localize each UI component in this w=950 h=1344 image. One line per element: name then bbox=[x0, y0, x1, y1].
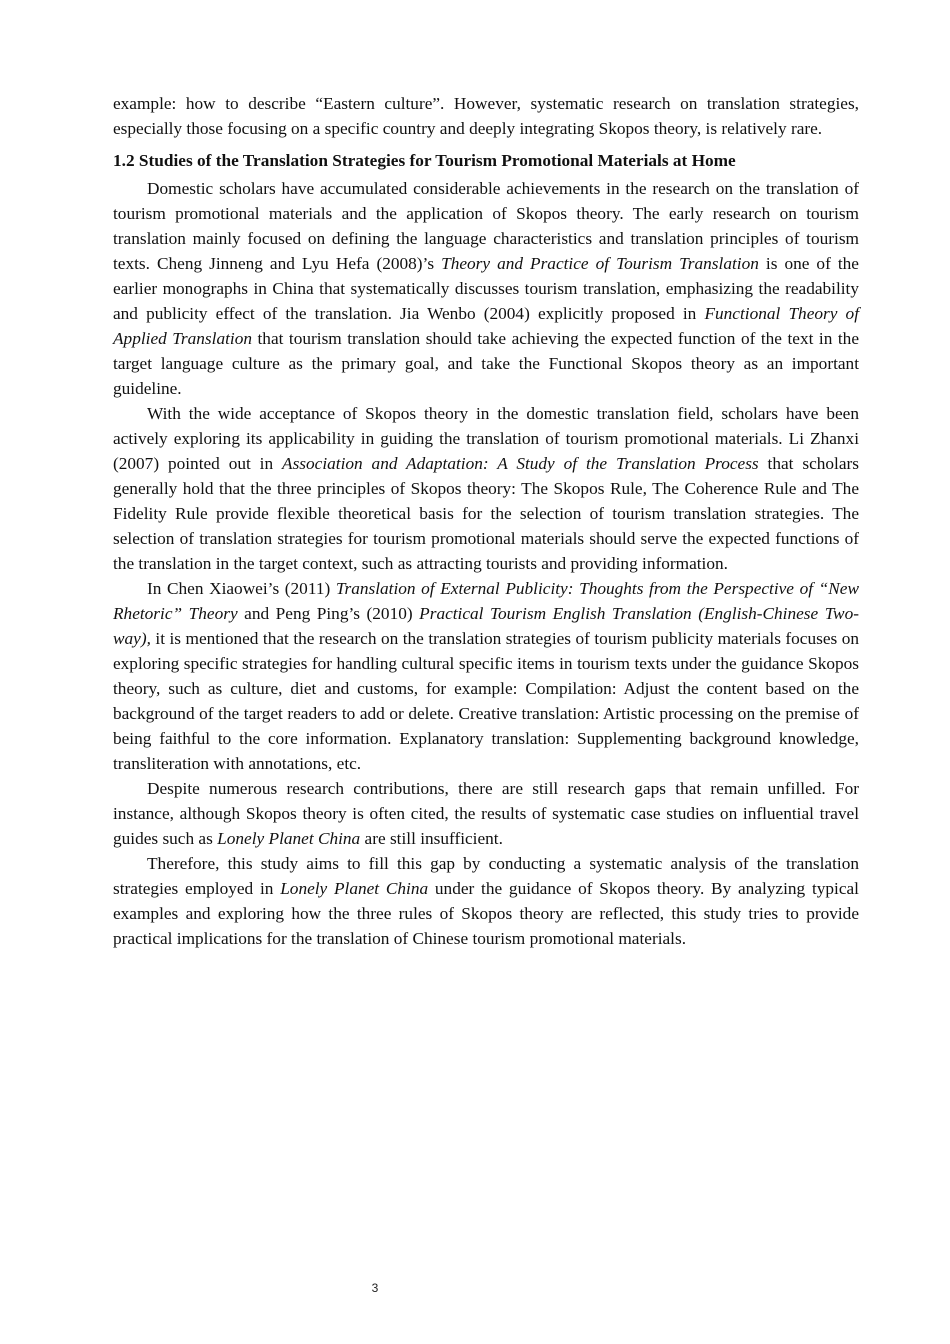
italic-title: Lonely Planet China bbox=[217, 829, 361, 848]
text-run: and Peng Ping’s (2010) bbox=[237, 604, 420, 623]
text-run: that tourism translation should take achieving the expected function of the text in the target language culture as the primary goal, and take the Functional Skopos theory as an important guideline. bbox=[113, 329, 859, 398]
body-paragraph bbox=[113, 576, 859, 776]
body-paragraph bbox=[113, 776, 859, 851]
text-run: Therefore, this study aims to fill this gap by conducting a systematic analysis of the translation strategies employed in bbox=[113, 854, 859, 898]
italic-title: Functional Theory of Applied Translation bbox=[113, 304, 859, 348]
continued-paragraph: example: how to describe “Eastern culture”. However, systematic research on translation strategies, especially those focusing on a specific country and deeply integrating Skopos theory, is relatively rare. bbox=[113, 94, 859, 138]
italic-title: Practical Tourism English Translation (English-Chinese Two-way), bbox=[113, 604, 859, 648]
page-number: 3 bbox=[371, 1281, 379, 1295]
section-heading: 1.2 Studies of the Translation Strategies for Tourism Promotional Materials at Home bbox=[113, 151, 736, 170]
document-page bbox=[113, 91, 859, 951]
body-paragraph bbox=[113, 851, 859, 951]
text-run: Despite numerous research contributions, there are still research gaps that remain unfilled. For instance, although Skopos theory is often cited, the results of systematic case studies on influential travel guides such as bbox=[113, 779, 859, 848]
body-paragraphs bbox=[113, 176, 859, 951]
text-run: With the wide acceptance of Skopos theory in the domestic translation field, scholars have been actively exploring its applicability in guiding the translation of tourism promotional materials. Li Zhanxi (2007) pointed out in bbox=[113, 404, 859, 473]
italic-title: Translation of External Publicity: Thoughts from the Perspective of “New Rhetoric” Theory bbox=[113, 579, 859, 623]
text-run: are still insufficient. bbox=[360, 829, 503, 848]
text-run: it is mentioned that the research on the translation strategies of tourism publicity materials focuses on exploring specific strategies for handling cultural specific items in tourism texts under the guidance Skopos theory, such as culture, diet and customs, for example: Compilation: Adjust the content based on the background of the target readers to add or delete. Creative translation: Artistic processing on the premise of being faithful to the core information. Explanatory translation: Supplementing background knowledge, transliteration with annotations, etc. bbox=[113, 629, 859, 773]
text-run: is one of the earlier monographs in China that systematically discusses tourism translation, emphasizing the readability and publicity effect of the translation. Jia Wenbo (2004) explicitly proposed in bbox=[113, 254, 859, 323]
italic-title: Lonely Planet China bbox=[280, 879, 429, 898]
text-run: In Chen Xiaowei’s (2011) bbox=[147, 579, 336, 598]
text-run: under the guidance of Skopos theory. By analyzing typical examples and exploring how the three rules of Skopos theory are reflected, this study tries to provide practical implications for the translation of Chinese tourism promotional materials. bbox=[113, 879, 859, 948]
text-run: Domestic scholars have accumulated considerable achievements in the research on the translation of tourism promotional materials and the application of Skopos theory. The early research on tourism translation mainly focused on defining the language characteristics and translation principles of tourism texts. Cheng Jinneng and Lyu Hefa (2008)’s bbox=[113, 179, 859, 273]
body-paragraph bbox=[113, 401, 859, 576]
text-run: that scholars generally hold that the three principles of Skopos theory: The Skopos Rule, The Coherence Rule and The Fidelity Rule provide flexible theoretical basis for the selection of tourism translation strategies. The selection of translation strategies for tourism promotional materials should serve the expected functions of the translation in the target context, such as attracting tourists and providing information. bbox=[113, 454, 859, 573]
body-paragraph bbox=[113, 176, 859, 401]
italic-title: Association and Adaptation: A Study of the Translation Process bbox=[282, 454, 759, 473]
italic-title: Theory and Practice of Tourism Translation bbox=[441, 254, 759, 273]
